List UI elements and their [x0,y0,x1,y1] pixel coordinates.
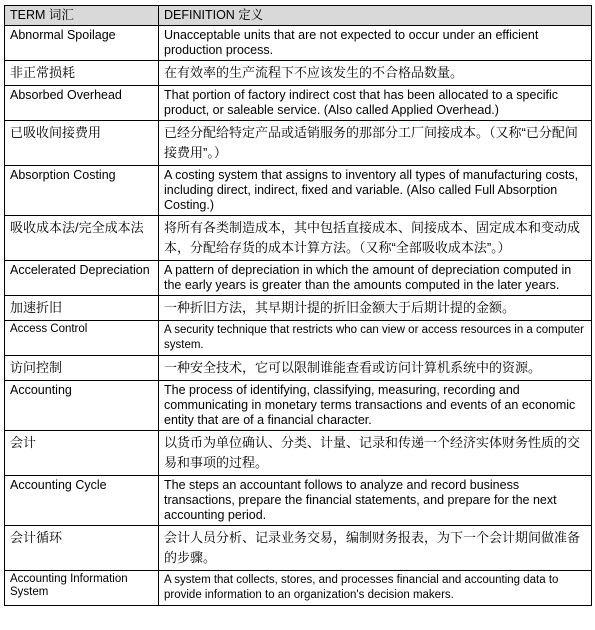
term-column-header: TERM 词汇 [5,6,159,26]
table-row [5,121,592,166]
term-cell: Accounting [5,381,159,431]
table-row [5,216,592,261]
definition-cell: A security technique that restricts who can view or access resources in a computer system. [159,321,592,356]
term-cell: 吸收成本法/完全成本法 [5,216,159,261]
definition-cell: 在有效率的生产流程下不应该发生的不合格品数量。 [159,61,592,86]
definition-cell: Unacceptable units that are not expected to occur under an efficient production process. [159,26,592,61]
term-cell: Accounting Information System [5,571,159,606]
table-row [5,166,592,216]
definition-cell: 会计人员分析、记录业务交易，编制财务报表，为下一个会计期间做准备的步骤。 [159,526,592,571]
term-cell: Access Control [5,321,159,356]
table-row [5,296,592,321]
term-cell: Absorption Costing [5,166,159,216]
definition-cell: 一种折旧方法，其早期计提的折旧金额大于后期计提的金额。 [159,296,592,321]
term-cell: 会计 [5,431,159,476]
term-cell: Abnormal Spoilage [5,26,159,61]
definition-column-header: DEFINITION 定义 [159,6,592,26]
table-row [5,321,592,356]
definition-cell: The process of identifying, classifying, measuring, recording and communicating in monetary terms transactions and events of an economic entity that are of a financial character. [159,381,592,431]
term-cell: Absorbed Overhead [5,86,159,121]
term-cell: 加速折旧 [5,296,159,321]
table-row [5,61,592,86]
definition-cell: A costing system that assigns to inventory all types of manufacturing costs, including direct, indirect, fixed and variable. (Also called Full Absorption Costing.) [159,166,592,216]
table-row [5,476,592,526]
term-cell: Accelerated Depreciation [5,261,159,296]
table-row [5,356,592,381]
header-row [5,6,592,26]
definition-cell: The steps an accountant follows to analyze and record business transactions, prepare the financial statements, and prepare for the next accounting period. [159,476,592,526]
term-cell: 会计循环 [5,526,159,571]
definition-cell: 将所有各类制造成本，其中包括直接成本、间接成本、固定成本和变动成本，分配给存货的成本计算方法。（又称“全部吸收成本法”。） [159,216,592,261]
table-row [5,526,592,571]
term-cell: Accounting Cycle [5,476,159,526]
table-row [5,86,592,121]
definition-cell: 以货币为单位确认、分类、计量、记录和传递一个经济实体财务性质的交易和事项的过程。 [159,431,592,476]
definition-cell: A pattern of depreciation in which the amount of depreciation computed in the early years is greater than the amounts computed in the later years. [159,261,592,296]
table-row [5,571,592,606]
definition-cell: That portion of factory indirect cost that has been allocated to a specific product, or saleable service. (Also called Applied Overhead.) [159,86,592,121]
definition-cell: A system that collects, stores, and processes financial and accounting data to provide information to an organization's decision makers. [159,571,592,606]
term-cell: 非正常损耗 [5,61,159,86]
definition-cell: 已经分配给特定产品或适销服务的那部分工厂间接成本。（又称“已分配间接费用”。） [159,121,592,166]
term-cell: 访问控制 [5,356,159,381]
table-row [5,261,592,296]
table-row [5,381,592,431]
table-row [5,26,592,61]
definition-cell: 一种安全技术，它可以限制谁能查看或访问计算机系统中的资源。 [159,356,592,381]
glossary-table [4,5,592,606]
term-cell: 已吸收间接费用 [5,121,159,166]
table-row [5,431,592,476]
